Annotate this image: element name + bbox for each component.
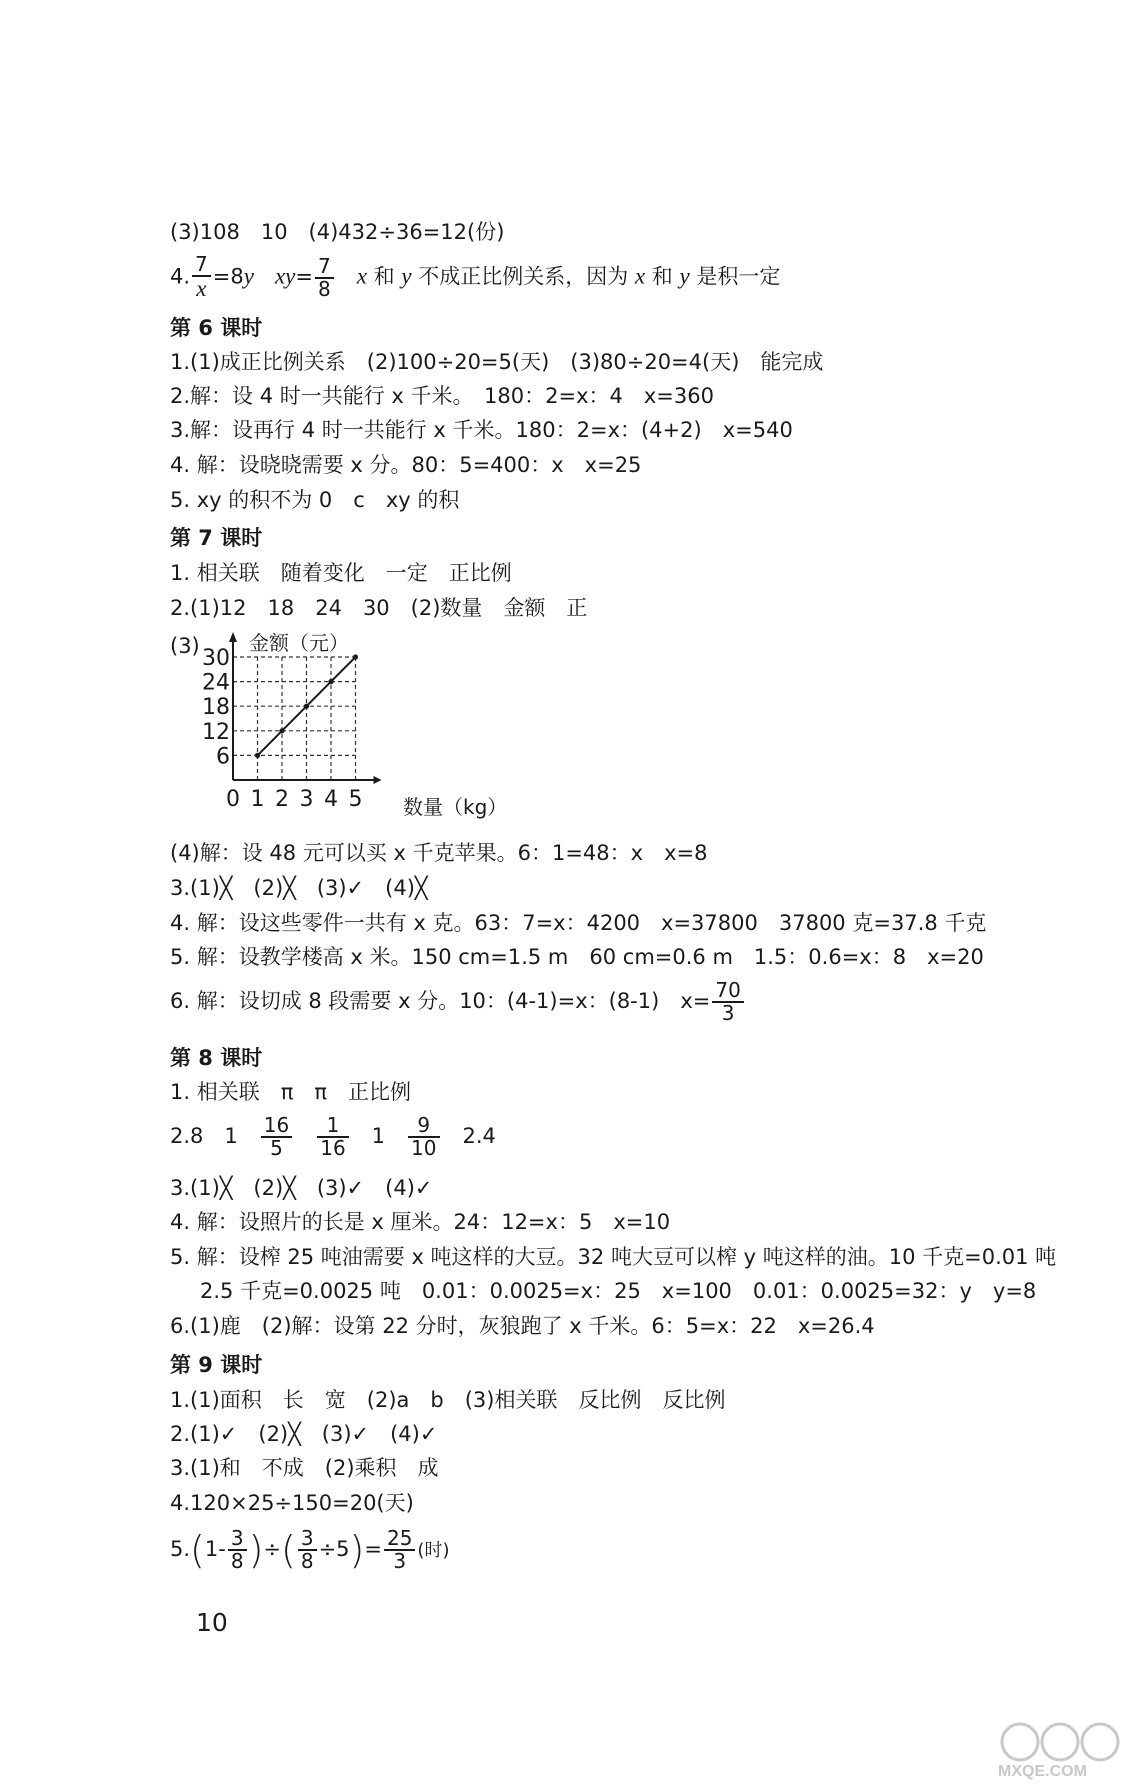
fraction xyxy=(298,1528,317,1572)
variable: xy xyxy=(274,263,296,289)
answer-line: (3)108 10 (4)432÷36=12(份) xyxy=(170,220,505,244)
answer-line: 1. 相关联 π π 正比例 xyxy=(170,1080,411,1104)
chart-item-label: (3) xyxy=(170,634,200,658)
text: 和 xyxy=(645,264,680,289)
x-tick-label: 5 xyxy=(348,787,363,812)
denominator: 3 xyxy=(393,1549,407,1573)
fraction xyxy=(192,254,211,301)
denominator: 5 xyxy=(270,1136,283,1160)
right-paren: ) xyxy=(248,1528,264,1572)
text: 2.4 xyxy=(462,1124,496,1148)
data-point xyxy=(279,728,284,733)
answer-line: 6.(1)鹿 (2)解：设第 22 分时，灰狼跑了 x 千米。6：5=x：22 x=26.4 xyxy=(170,1314,875,1338)
data-point xyxy=(304,704,309,709)
variable: y xyxy=(679,263,690,289)
y-tick-label: 18 xyxy=(202,695,230,721)
unit: (时) xyxy=(417,1540,450,1561)
answer-line: (4)解：设 48 元可以买 x 千克苹果。6：1=48：x x=8 xyxy=(170,841,708,865)
fraction xyxy=(408,1115,439,1159)
text: 不成正比例关系，因为 xyxy=(411,264,635,289)
answer-line: 1.(1)面积 长 宽 (2)a b (3)相关联 反比例 反比例 xyxy=(170,1388,726,1412)
operator: = xyxy=(364,1537,382,1561)
equation-text: =8 xyxy=(212,264,244,289)
numerator: 9 xyxy=(408,1115,439,1138)
fraction xyxy=(261,1115,292,1159)
answer-line: 4. 解：设这些零件一共有 x 克。63：7=x：4200 x=37800 37800 克=37.8 千克 xyxy=(170,911,987,935)
denominator: 8 xyxy=(300,1549,314,1573)
fraction xyxy=(712,980,743,1024)
fraction xyxy=(317,1115,348,1159)
denominator: x xyxy=(196,276,207,301)
data-point xyxy=(255,753,260,758)
data-point xyxy=(353,654,358,659)
y-tick-label: 24 xyxy=(202,670,230,696)
item-number: 4. xyxy=(170,264,191,289)
text: 和 xyxy=(366,264,402,289)
denominator: 8 xyxy=(230,1549,244,1573)
y-tick-label: 12 xyxy=(202,719,230,745)
x-tick-label: 3 xyxy=(299,787,314,812)
text: ÷5 xyxy=(318,1537,350,1561)
answer-line: 3.(1)╳ (2)╳ (3)✓ (4)✓ xyxy=(170,1176,433,1200)
answer-line: 5. xy 的积不为 0 c xy 的积 xyxy=(170,488,460,512)
numerator: 7 xyxy=(315,256,334,279)
numerator: 70 xyxy=(712,980,743,1003)
answer-line: 2.(1)✓ (2)╳ (3)✓ (4)✓ xyxy=(170,1422,438,1446)
numerator: 3 xyxy=(228,1528,247,1551)
answer-line: 4.120×25÷150=20(天) xyxy=(170,1491,414,1515)
answer-line xyxy=(170,1528,449,1572)
numerator: 7 xyxy=(192,254,211,277)
y-tick-label: 6 xyxy=(216,744,230,770)
equation-text: 6. 解：设切成 8 段需要 x 分。10：(4-1)=x：(8-1) x= xyxy=(170,989,711,1013)
operator: ÷ xyxy=(263,1537,281,1561)
answer-line: 3.解：设再行 4 时一共能行 x 千米。180：2=x：(4+2) x=540 xyxy=(170,418,793,442)
answer-line: 3.(1)和 不成 (2)乘积 成 xyxy=(170,1456,439,1480)
equation-text: = xyxy=(295,264,313,289)
answer-line: 1. 相关联 随着变化 一定 正比例 xyxy=(170,561,512,585)
watermark-logo xyxy=(990,1720,1130,1780)
answer-line: 3.(1)╳ (2)╳ (3)✓ (4)╳ xyxy=(170,876,428,900)
denominator: 16 xyxy=(320,1136,346,1160)
text: 1- xyxy=(204,1537,226,1561)
variable: y xyxy=(243,263,254,289)
x-axis-label: 数量（kg） xyxy=(403,795,508,819)
variable: x xyxy=(634,263,646,289)
lesson-heading: 第 9 课时 xyxy=(170,1353,263,1377)
answer-line: 5. 解：设榨 25 吨油需要 x 吨这样的大豆。32 吨大豆可以榨 y 吨这样的油。10 千克=0.01 吨 xyxy=(170,1245,1057,1269)
fraction xyxy=(228,1528,247,1572)
line-chart xyxy=(202,628,535,828)
denominator: 8 xyxy=(318,276,331,301)
lesson-heading: 第 7 课时 xyxy=(170,526,263,550)
y-axis-label: 金额（元） xyxy=(249,631,349,655)
variable: y xyxy=(401,263,412,289)
fraction xyxy=(384,1528,415,1572)
right-paren: ) xyxy=(349,1528,365,1572)
answer-line xyxy=(170,980,746,1024)
watermark-text: MXQE.COM xyxy=(998,1763,1087,1780)
text: 2.8 1 xyxy=(170,1124,238,1148)
y-tick-label: 30 xyxy=(202,646,230,671)
lesson-heading: 第 8 课时 xyxy=(170,1046,263,1070)
fraction xyxy=(315,253,334,301)
x-tick-label: 4 xyxy=(324,787,338,812)
answer-line: 4. 解：设晓晓需要 x 分。80：5=400：x x=25 xyxy=(170,453,642,477)
text: 是积一定 xyxy=(689,264,781,289)
answer-line: 2.5 千克=0.0025 吨 0.01：0.0025=x：25 x=100 0.01：0.0025=32：y y=8 xyxy=(200,1279,1037,1303)
answer-line: 1.(1)成正比例关系 (2)100÷20=5(天) (3)80÷20=4(天) 能完成 xyxy=(170,350,824,374)
item-number: 5. xyxy=(170,1537,191,1561)
text: 1 xyxy=(371,1124,386,1148)
left-paren: ( xyxy=(190,1528,205,1572)
data-point xyxy=(328,679,333,684)
numerator: 3 xyxy=(298,1528,317,1551)
answer-line: 4. 解：设照片的长是 x 厘米。24：12=x：5 x=10 xyxy=(170,1210,671,1234)
x-tick-label: 0 xyxy=(226,787,240,812)
x-tick-label: 2 xyxy=(275,787,289,812)
numerator: 1 xyxy=(317,1115,348,1138)
answer-line xyxy=(170,1115,496,1159)
variable: x xyxy=(356,263,367,289)
y-axis-arrow xyxy=(229,632,237,642)
answer-line: 2.解：设 4 时一共能行 x 千米。 180：2=x：4 x=360 xyxy=(170,384,714,408)
x-axis-arrow xyxy=(374,776,382,784)
answer-line: 5. 解：设教学楼高 x 米。150 cm=1.5 m 60 cm=0.6 m 1.5：0.6=x：8 x=20 xyxy=(170,945,984,969)
numerator: 16 xyxy=(261,1115,292,1138)
answer-line: 2.(1)12 18 24 30 (2)数量 金额 正 xyxy=(170,596,588,620)
denominator: 3 xyxy=(721,1001,735,1025)
page-number: 10 xyxy=(196,1608,228,1637)
lesson-heading: 第 6 课时 xyxy=(170,316,263,340)
x-tick-label: 1 xyxy=(250,787,265,812)
left-paren: ( xyxy=(281,1528,296,1572)
denominator: 10 xyxy=(411,1136,437,1160)
numerator: 25 xyxy=(384,1528,415,1551)
answer-line xyxy=(170,254,780,301)
